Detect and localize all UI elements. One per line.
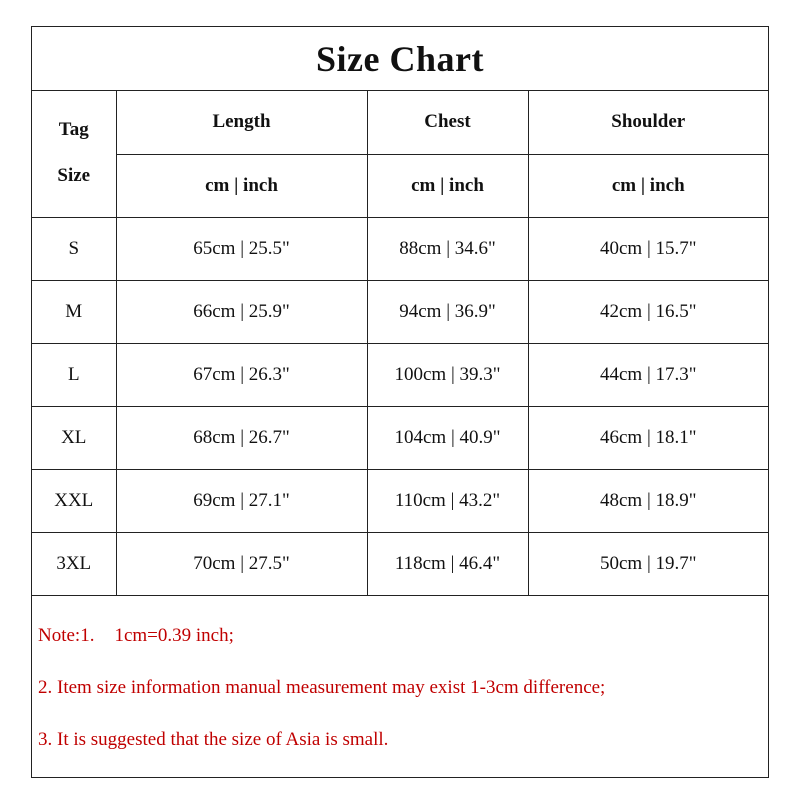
shoulder-units: cm | inch [528,154,768,217]
shoulder-cell: 42cm | 16.5" [528,280,768,343]
length-cell: 65cm | 25.5" [116,217,367,280]
shoulder-cell: 50cm | 19.7" [528,532,768,595]
shoulder-cell: 44cm | 17.3" [528,343,768,406]
page-title: Size Chart [316,38,484,79]
table-row [32,217,768,280]
chest-cell: 100cm | 39.3" [367,343,528,406]
note-2: 2. Item size information manual measurement may exist 1-3cm difference; [38,677,606,698]
size-chart-frame [31,26,769,778]
units-row [32,154,768,217]
shoulder-header: Shoulder [528,90,768,154]
table-row [32,406,768,469]
shoulder-cell: 40cm | 15.7" [528,217,768,280]
note-1-prefix: Note:1. [38,625,95,646]
chest-cell: 88cm | 34.6" [367,217,528,280]
size-cell: XL [32,406,116,469]
size-cell: 3XL [32,532,116,595]
table-row [32,532,768,595]
length-header: Length [116,90,367,154]
length-cell: 69cm | 27.1" [116,469,367,532]
tag-size-header [32,90,116,217]
size-cell: M [32,280,116,343]
length-cell: 66cm | 25.9" [116,280,367,343]
table-row [32,280,768,343]
chest-cell: 118cm | 46.4" [367,532,528,595]
chest-cell: 110cm | 43.2" [367,469,528,532]
length-units: cm | inch [116,154,367,217]
note-1 [38,625,234,647]
chest-cell: 94cm | 36.9" [367,280,528,343]
tag-size-line1: Tag [58,119,89,141]
note-3: 3. It is suggested that the size of Asia is small. [38,729,389,750]
table-row [32,469,768,532]
table-row [32,343,768,406]
header-row [32,90,768,154]
title-box [32,27,768,91]
size-cell: L [32,343,116,406]
length-cell: 67cm | 26.3" [116,343,367,406]
chest-units: cm | inch [367,154,528,217]
length-cell: 68cm | 26.7" [116,406,367,469]
length-cell: 70cm | 27.5" [116,532,367,595]
tag-size-line2: Size [57,165,91,187]
chest-header: Chest [367,90,528,154]
note-1-text: 1cm=0.39 inch; [114,625,234,646]
size-cell: S [32,217,116,280]
size-cell: XXL [32,469,116,532]
shoulder-cell: 48cm | 18.9" [528,469,768,532]
chest-cell: 104cm | 40.9" [367,406,528,469]
size-table [32,90,768,596]
shoulder-cell: 46cm | 18.1" [528,406,768,469]
